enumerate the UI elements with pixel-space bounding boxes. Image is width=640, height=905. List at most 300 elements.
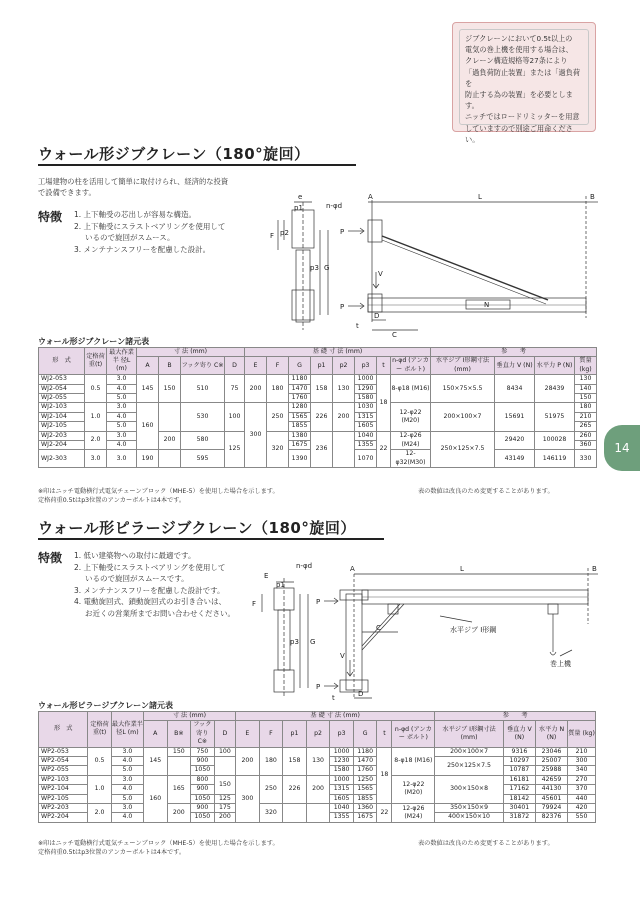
cell: 12-φ26 (M24) bbox=[392, 804, 435, 823]
cell: 1.0 bbox=[88, 775, 112, 803]
cell: 1000 bbox=[355, 375, 377, 384]
th-model: 形 式 bbox=[39, 348, 85, 375]
cell: 3.0 bbox=[107, 403, 137, 412]
cell bbox=[167, 757, 191, 776]
feature-item: 4. 電動旋回式、鎖動旋回式のお引き合いは、 bbox=[74, 597, 227, 606]
cell: 42659 bbox=[535, 775, 567, 784]
cell: 200 bbox=[159, 431, 181, 450]
table-row bbox=[39, 403, 597, 412]
cell: WJ2-103 bbox=[39, 403, 85, 412]
label-d: D bbox=[374, 312, 380, 320]
cell: 5.0 bbox=[107, 394, 137, 403]
cell: 1855 bbox=[353, 794, 377, 803]
th-dim-group: 寸 法 (mm) bbox=[137, 348, 245, 357]
cell: 200×100×7 bbox=[431, 403, 495, 431]
cell: 300 bbox=[236, 775, 260, 822]
th-f: F bbox=[259, 721, 283, 747]
feature-item: 3. メンテナンスフリーを配慮した設計です。 bbox=[74, 585, 225, 595]
cell: 1315 bbox=[330, 785, 354, 794]
cell: 1675 bbox=[289, 441, 311, 450]
cell: 2.0 bbox=[85, 431, 107, 450]
notice-line: 電気の巻上機を使用する場合は、 bbox=[465, 45, 573, 55]
section1-table-title: ウォール形ジブクレーン諸元表 bbox=[38, 337, 150, 346]
cell: 1855 bbox=[289, 422, 311, 431]
cell: 1000 bbox=[330, 775, 354, 784]
cell: 1760 bbox=[289, 394, 311, 403]
cell: 330 bbox=[575, 450, 597, 468]
th-a: A bbox=[143, 721, 167, 747]
label-t: t bbox=[332, 694, 335, 702]
cell: 300 bbox=[568, 757, 596, 766]
cell: WP2-203 bbox=[39, 804, 88, 813]
section1-title: ウォール形ジブクレーン（180°旋回） bbox=[38, 145, 310, 163]
notice-line: ジブクレーンにおいて0.5t以上の bbox=[465, 34, 573, 43]
notice-line: クレーン構造規格等27条により bbox=[465, 56, 568, 66]
cell: WJ2-054 bbox=[39, 384, 85, 393]
wall-pillar-jib-spec-table bbox=[38, 711, 596, 823]
cell: 17162 bbox=[503, 785, 535, 794]
cell bbox=[159, 403, 181, 431]
th-dim-group: 寸 法 (mm) bbox=[143, 712, 235, 721]
cell: 150×75×5.5 bbox=[431, 375, 495, 403]
cell: 25988 bbox=[535, 766, 567, 775]
cell: 1470 bbox=[289, 384, 311, 393]
th-d: D bbox=[225, 357, 245, 375]
table-row bbox=[39, 804, 596, 813]
cell: 510 bbox=[181, 375, 225, 403]
cell: 125 bbox=[214, 794, 235, 803]
feature-item: 2. 上下軸受にスラストベアリングを使用して bbox=[74, 221, 226, 231]
th-g: G bbox=[353, 721, 377, 747]
th-e: E bbox=[245, 357, 267, 375]
cell: 145 bbox=[143, 747, 167, 775]
label-e: e bbox=[298, 193, 303, 201]
cell: 5.0 bbox=[111, 766, 143, 775]
section1-feature-list bbox=[74, 209, 225, 255]
cell: 130 bbox=[306, 747, 330, 775]
cell: 236 bbox=[311, 431, 333, 468]
cell: WP2-053 bbox=[39, 747, 88, 756]
cell: 1050 bbox=[191, 794, 215, 803]
cell: 900 bbox=[191, 785, 215, 794]
cell: 8-φ18 (M16) bbox=[392, 747, 435, 775]
label-b: B bbox=[592, 565, 597, 573]
label-p3: p3 bbox=[290, 638, 299, 646]
label-v: V bbox=[340, 652, 345, 660]
cell: 180 bbox=[259, 747, 283, 775]
cell: 1290 bbox=[355, 384, 377, 393]
cell bbox=[214, 757, 235, 776]
th-nforce: 水平力 N (N) bbox=[535, 721, 567, 747]
cell: 100 bbox=[225, 403, 245, 431]
note-line: ※印はニッチ電動横行式電気チェーンブロック（MHE-5）を使用した場合を示します。 bbox=[38, 488, 279, 495]
th-jib: 水平ジブ I形鋼寸法 (mm) bbox=[435, 721, 504, 747]
section1-title-underline bbox=[38, 164, 356, 166]
cell: 9316 bbox=[503, 747, 535, 756]
th-e: E bbox=[236, 721, 260, 747]
cell: 320 bbox=[267, 431, 289, 468]
th-base-group: 基 礎 寸 法 (mm) bbox=[236, 712, 435, 721]
cell: 12-φ26 (M24) bbox=[391, 431, 431, 450]
cell: 82376 bbox=[535, 813, 567, 822]
cell: 1390 bbox=[289, 450, 311, 468]
cell: WJ2-105 bbox=[39, 422, 85, 431]
cell: 28439 bbox=[535, 375, 575, 403]
cell: 150 bbox=[214, 775, 235, 794]
cell: 270 bbox=[568, 775, 596, 784]
th-p3: p3 bbox=[330, 721, 354, 747]
label-f: F bbox=[270, 232, 275, 240]
cell: 300 bbox=[245, 403, 267, 468]
cell: WJ2-204 bbox=[39, 441, 85, 450]
section1-notes bbox=[38, 488, 279, 505]
intro-line: 工場建物の柱を活用して簡単に取付けられ、経済的な投資 bbox=[38, 177, 229, 186]
cell: 18 bbox=[377, 747, 392, 803]
cell: WP2-204 bbox=[39, 813, 88, 822]
section1-note-right: 表の数値は改良のため変更することがあります。 bbox=[418, 488, 554, 495]
notice-box bbox=[452, 22, 596, 144]
cell: 3.0 bbox=[85, 450, 107, 468]
label-p-bottom: P bbox=[316, 683, 321, 691]
feature-item: 1. 低い建築物への取付に最適です。 bbox=[74, 551, 196, 560]
cell: 130 bbox=[575, 375, 597, 384]
page-number-tab: 14 bbox=[604, 425, 640, 471]
th-d: D bbox=[214, 721, 235, 747]
label-p-bottom: P bbox=[340, 303, 345, 311]
cell: 300×150×8 bbox=[435, 775, 504, 803]
cell: 3.0 bbox=[111, 804, 143, 813]
cell: WJ2-303 bbox=[39, 450, 85, 468]
cell: 8434 bbox=[495, 375, 535, 403]
cell: 29420 bbox=[495, 431, 535, 450]
cell: 1230 bbox=[330, 757, 354, 766]
cell: 100 bbox=[214, 747, 235, 756]
cell: 250 bbox=[267, 403, 289, 431]
table-header-row bbox=[39, 712, 596, 721]
cell: 25007 bbox=[535, 757, 567, 766]
cell: 530 bbox=[181, 403, 225, 431]
th-p1: p1 bbox=[283, 721, 307, 747]
table-row bbox=[39, 775, 596, 784]
section2-title: ウォール形ピラージブクレーン（180°旋回） bbox=[38, 519, 356, 537]
cell: 158 bbox=[283, 747, 307, 775]
cell: 1040 bbox=[355, 431, 377, 440]
cell: 580 bbox=[181, 431, 225, 450]
cell: WJ2-055 bbox=[39, 394, 85, 403]
cell: 4.0 bbox=[107, 412, 137, 421]
label-p1: p1 bbox=[294, 204, 303, 212]
cell: 1760 bbox=[353, 766, 377, 775]
section2-notes bbox=[38, 840, 279, 857]
label-g: G bbox=[324, 264, 330, 272]
label-c: C bbox=[376, 624, 381, 632]
notice-line: 防止する為の装置」を必要とします。 bbox=[465, 90, 573, 111]
section2-feature-list bbox=[74, 550, 235, 619]
th-ref-group: 参 考 bbox=[435, 712, 596, 721]
background-decoration bbox=[240, 52, 272, 89]
table-row bbox=[39, 747, 596, 756]
th-p2: p2 bbox=[306, 721, 330, 747]
cell: 400×150×10 bbox=[435, 813, 504, 822]
label-l: L bbox=[460, 565, 464, 573]
label-p-top: P bbox=[340, 228, 345, 236]
cell: 226 bbox=[283, 775, 307, 803]
cell: 75 bbox=[225, 375, 245, 403]
cell: 1030 bbox=[355, 403, 377, 412]
cell: 1000 bbox=[330, 747, 354, 756]
label-g: G bbox=[310, 638, 316, 646]
label-nphi: n-φd bbox=[326, 202, 343, 210]
cell: 1355 bbox=[330, 813, 354, 822]
th-ref-group: 参 考 bbox=[431, 348, 597, 357]
label-e: E bbox=[264, 572, 269, 580]
cell: 370 bbox=[568, 785, 596, 794]
cell: 140 bbox=[575, 384, 597, 393]
cell: 340 bbox=[568, 766, 596, 775]
cell: 226 bbox=[311, 403, 333, 431]
cell bbox=[306, 804, 330, 823]
cell: 210 bbox=[568, 747, 596, 756]
cell: 150 bbox=[167, 747, 191, 756]
th-bolt: n-φd (アンカー ボルト) bbox=[392, 721, 435, 747]
cell: 2.0 bbox=[88, 804, 112, 823]
th-p1: p1 bbox=[311, 357, 333, 375]
th-b: B bbox=[159, 357, 181, 375]
cell: 3.0 bbox=[107, 375, 137, 384]
section1-feature-title: 特徴 bbox=[38, 210, 63, 224]
notice-text bbox=[459, 29, 589, 144]
cell: 10297 bbox=[503, 757, 535, 766]
label-p2: p2 bbox=[280, 229, 289, 237]
cell: 1605 bbox=[355, 422, 377, 431]
cell: WP2-103 bbox=[39, 775, 88, 784]
th-p3: p3 bbox=[355, 357, 377, 375]
th-load: 定格荷重(t) bbox=[88, 712, 112, 748]
label-a: A bbox=[368, 193, 373, 201]
label-p3: p3 bbox=[310, 264, 319, 272]
label-t: t bbox=[356, 322, 359, 330]
cell: 0.5 bbox=[85, 375, 107, 403]
cell: WJ2-104 bbox=[39, 412, 85, 421]
cell: 180 bbox=[267, 375, 289, 403]
cell: 210 bbox=[575, 412, 597, 421]
cell: 175 bbox=[214, 804, 235, 813]
label-beam: N bbox=[484, 301, 490, 309]
table-row bbox=[39, 375, 597, 384]
cell: 12-φ32(M30) bbox=[391, 450, 431, 468]
cell: 3.0 bbox=[107, 431, 137, 440]
label-nphi: n-φd bbox=[296, 562, 313, 570]
cell: 4.0 bbox=[107, 441, 137, 450]
wall-pillar-jib-crane-diagram bbox=[250, 554, 605, 704]
cell: 44130 bbox=[535, 785, 567, 794]
cell: 1675 bbox=[353, 813, 377, 822]
cell: 1360 bbox=[353, 804, 377, 813]
cell: WJ2-053 bbox=[39, 375, 85, 384]
cell: 3.0 bbox=[111, 775, 143, 784]
cell: 200×100×7 bbox=[435, 747, 504, 756]
cell: 18 bbox=[377, 375, 391, 431]
cell: 4.0 bbox=[107, 384, 137, 393]
th-hook: フック寄り C※ bbox=[191, 721, 215, 747]
label-jib: 水平ジブ I形鋼 bbox=[450, 626, 497, 634]
cell: 1565 bbox=[289, 412, 311, 421]
cell: 22 bbox=[377, 804, 392, 823]
th-b: B※ bbox=[167, 721, 191, 747]
th-p2: p2 bbox=[333, 357, 355, 375]
th-jib: 水平ジブ I形鋼寸法 (mm) bbox=[431, 357, 495, 375]
th-radius: 最大作業半 径L (m) bbox=[111, 712, 143, 748]
cell: 3.0 bbox=[107, 450, 137, 468]
cell: 1180 bbox=[353, 747, 377, 756]
label-a: A bbox=[350, 565, 355, 573]
cell: 150 bbox=[159, 375, 181, 403]
cell: 200 bbox=[236, 747, 260, 775]
cell: 125 bbox=[225, 431, 245, 468]
cell: 250×125×7.5 bbox=[435, 757, 504, 776]
th-mass: 質量 (kg) bbox=[575, 357, 597, 375]
cell: 79924 bbox=[535, 804, 567, 813]
cell: 200 bbox=[306, 775, 330, 803]
cell: WP2-104 bbox=[39, 785, 88, 794]
cell: 30401 bbox=[503, 804, 535, 813]
label-p-top: P bbox=[316, 598, 321, 606]
cell: 100028 bbox=[535, 431, 575, 450]
cell: 320 bbox=[259, 804, 283, 823]
note-line: ※印はニッチ電動横行式電気チェーンブロック（MHE-5）を使用した場合を示します。 bbox=[38, 840, 279, 847]
cell: 3.0 bbox=[111, 747, 143, 756]
th-mass: 質量 (kg) bbox=[568, 721, 596, 747]
cell: 1070 bbox=[355, 450, 377, 468]
cell: 150 bbox=[575, 394, 597, 403]
cell: 1470 bbox=[353, 757, 377, 766]
cell: 10787 bbox=[503, 766, 535, 775]
cell: 45601 bbox=[535, 794, 567, 803]
section2-note-right: 表の数値は改良のため変更することがあります。 bbox=[418, 840, 554, 847]
cell: WP2-054 bbox=[39, 757, 88, 766]
section1-intro bbox=[38, 176, 228, 198]
cell: 1180 bbox=[289, 375, 311, 384]
cell: 180 bbox=[575, 403, 597, 412]
cell: 160 bbox=[137, 403, 159, 450]
cell: 16181 bbox=[503, 775, 535, 784]
cell: 260 bbox=[575, 431, 597, 440]
cell: 350×150×9 bbox=[435, 804, 504, 813]
th-vforce: 垂直力 V (N) bbox=[495, 357, 535, 375]
cell: 595 bbox=[181, 450, 225, 468]
cell: 550 bbox=[568, 813, 596, 822]
cell: 265 bbox=[575, 422, 597, 431]
cell: 12-φ22 (M20) bbox=[391, 403, 431, 431]
feature-item: お近くの営業所までお問い合わせください。 bbox=[85, 608, 235, 618]
th-f: F bbox=[267, 357, 289, 375]
cell: 1565 bbox=[353, 785, 377, 794]
cell: 420 bbox=[568, 804, 596, 813]
cell: 1250 bbox=[353, 775, 377, 784]
table-row bbox=[39, 431, 597, 440]
cell: 1355 bbox=[355, 441, 377, 450]
cell: 1580 bbox=[330, 766, 354, 775]
feature-item: 1. 上下軸受の芯出しが容易な構造。 bbox=[74, 210, 197, 219]
cell: 1050 bbox=[191, 813, 215, 822]
label-d: D bbox=[358, 690, 364, 698]
th-bolt: n-φd (アンカー ボルト) bbox=[392, 357, 429, 373]
cell: 160 bbox=[143, 775, 167, 822]
th-hook: フック寄り C※ bbox=[181, 357, 225, 375]
feature-item: いるので旋回がスムースです。 bbox=[85, 574, 189, 583]
cell: 900 bbox=[191, 757, 215, 766]
cell: 1315 bbox=[355, 412, 377, 421]
cell: 5.0 bbox=[111, 794, 143, 803]
cell: 800 bbox=[191, 775, 215, 784]
cell: 18142 bbox=[503, 794, 535, 803]
cell: 750 bbox=[191, 747, 215, 756]
th-pforce: 水平力 P (N) bbox=[535, 357, 575, 375]
cell: 1280 bbox=[289, 403, 311, 412]
th-base-group: 基 礎 寸 法 (mm) bbox=[245, 348, 431, 357]
feature-item: 2. 上下軸受にスラストベアリングを使用して bbox=[74, 562, 226, 572]
label-p1: p1 bbox=[276, 581, 285, 589]
cell: 360 bbox=[575, 441, 597, 450]
cell: 4.0 bbox=[111, 785, 143, 794]
th-t: t bbox=[377, 721, 392, 747]
cell: 158 bbox=[311, 375, 333, 403]
notice-line: ニッチではロードリミッターを用意 bbox=[465, 112, 580, 122]
section2-table-title: ウォール形ピラージブクレーン諸元表 bbox=[38, 701, 173, 710]
cell: WP2-055 bbox=[39, 766, 88, 775]
cell: WP2-105 bbox=[39, 794, 88, 803]
cell: 250×125×7.5 bbox=[431, 431, 495, 468]
section2-title-underline bbox=[38, 538, 384, 540]
label-l: L bbox=[478, 193, 482, 201]
th-vforce: 垂直力 V (N) bbox=[503, 721, 535, 747]
th-a: A bbox=[137, 357, 159, 375]
table-header-row bbox=[39, 348, 597, 357]
note-line: 定格荷重0.5tはp3位置のアンカーボルトは4本です。 bbox=[38, 848, 186, 856]
cell: 145 bbox=[137, 375, 159, 403]
cell bbox=[283, 804, 307, 823]
feature-item: 3. メンテナンスフリーを配慮した設計。 bbox=[74, 244, 211, 254]
cell: 51975 bbox=[535, 403, 575, 431]
label-c: C bbox=[392, 331, 397, 339]
wall-jib-crane-diagram bbox=[268, 190, 608, 340]
th-model: 形 式 bbox=[39, 712, 88, 748]
cell: 4.0 bbox=[111, 757, 143, 766]
th-load: 定格荷重(t) bbox=[85, 348, 107, 375]
cell: 200 bbox=[214, 813, 235, 822]
label-f: F bbox=[252, 600, 257, 608]
cell: 130 bbox=[333, 375, 355, 403]
cell: 31872 bbox=[503, 813, 535, 822]
cell: 1605 bbox=[330, 794, 354, 803]
cell: 22 bbox=[377, 431, 391, 468]
cell: 1580 bbox=[355, 394, 377, 403]
cell: 8-φ18 (M16) bbox=[391, 375, 431, 403]
wall-jib-spec-table bbox=[38, 347, 597, 468]
label-b: B bbox=[590, 193, 595, 201]
cell: 1.0 bbox=[85, 403, 107, 431]
cell: 900 bbox=[191, 804, 215, 813]
cell bbox=[333, 431, 355, 468]
cell: 23046 bbox=[535, 747, 567, 756]
cell: 200 bbox=[245, 375, 267, 403]
cell: 5.0 bbox=[107, 422, 137, 431]
cell: 1380 bbox=[289, 431, 311, 440]
cell: 165 bbox=[167, 775, 191, 803]
th-radius: 最大作業半 径L (m) bbox=[107, 348, 137, 375]
notice-line: していますので別途ご用命ください。 bbox=[465, 123, 573, 144]
cell: 250 bbox=[259, 775, 283, 803]
